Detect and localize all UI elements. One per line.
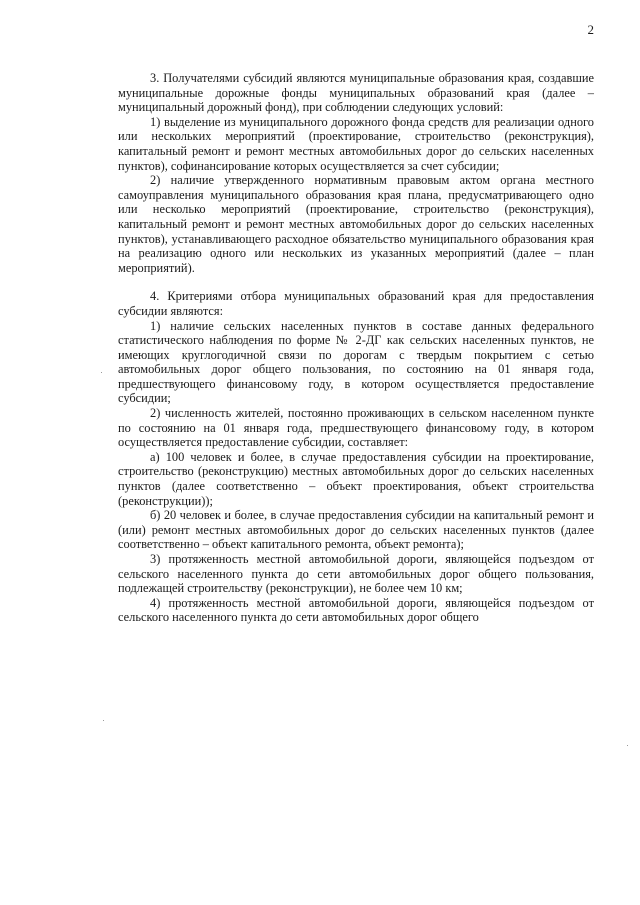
scan-speck <box>103 720 104 721</box>
paragraph-3-item-1: 1) выделение из муниципального дорожного фонда средств для реализации одного или нескольких мероприятий (проектирование, строительство (реконструкция), капитальный ремонт и ремонт местных автомобильных дорог до сельских населенных пунктов), софинансирование которых осуществляется за счет субсидии; <box>118 114 594 173</box>
paragraph-3-item-2: 2) наличие утвержденного нормативным правовым актом органа местного самоуправления муниципального образования края плана, предусматривающего одно или несколько мероприятий (проектирование, строительство (реконструкция), капитальный ремонт и ремонт местных автомобильных дорог до сельских населенных пунктов), устанавливающего расходное обязательство муниципального образования края на реализацию одного или нескольких из указанных мероприятий (далее – план мероприятий). <box>118 173 594 275</box>
document-body <box>118 71 594 625</box>
paragraph-4: 4. Критериями отбора муниципальных образований края для предоставления субсидии являются: <box>118 289 594 318</box>
paragraph-4-item-2: 2) численность жителей, постоянно проживающих в сельском населенном пункте по состоянию на 01 января года, предшествующего финансовому году, в котором осуществляется предоставление субсидии, составляет: <box>118 406 594 450</box>
paragraph-4-item-1: 1) наличие сельских населенных пунктов в составе данных федерального статистического наблюдения по форме № 2-ДГ как сельских населенных пунктов, не имеющих круглогодичной связи по дорогам с твердым покрытием с сетью автомобильных дорог общего пользования, по состоянию на 01 января года, предшествующего финансовому году, в котором осуществляется предоставление субсидии; <box>118 318 594 406</box>
paragraph-4-item-4: 4) протяженность местной автомобильной дороги, являющейся подъездом от сельского населенного пункта до сети автомобильных дорог общего <box>118 595 594 625</box>
paragraph-4-item-3: 3) протяженность местной автомобильной дороги, являющейся подъездом от сельского населенного пункта до сети автомобильных дорог общего пользования, подлежащей строительству (реконструкции), не более чем 10 км; <box>118 552 594 596</box>
paragraph-3: 3. Получателями субсидий являются муниципальные образования края, создавшие муниципальные дорожные фонды муниципальных образований края (далее – муниципальный дорожный фонд), при соблюдении следующих условий: <box>118 71 594 115</box>
paragraph-4-item-2a: а) 100 человек и более, в случае предоставления субсидии на проектирование, строительство (реконструкцию) местных автомобильных дорог до сельских населенных пунктов (далее соответственно – объект проектирования, объект строительства (реконструкции)); <box>118 449 594 508</box>
scan-speck <box>627 745 628 746</box>
paragraph-4-item-2b: б) 20 человек и более, в случае предоставления субсидии на капитальный ремонт и (или) ремонт местных автомобильных дорог до сельских населенных пунктов (далее соответственно – объект капитального ремонта, объект ремонта); <box>118 508 594 552</box>
scan-speck <box>101 372 102 373</box>
page-number: 2 <box>587 22 594 37</box>
